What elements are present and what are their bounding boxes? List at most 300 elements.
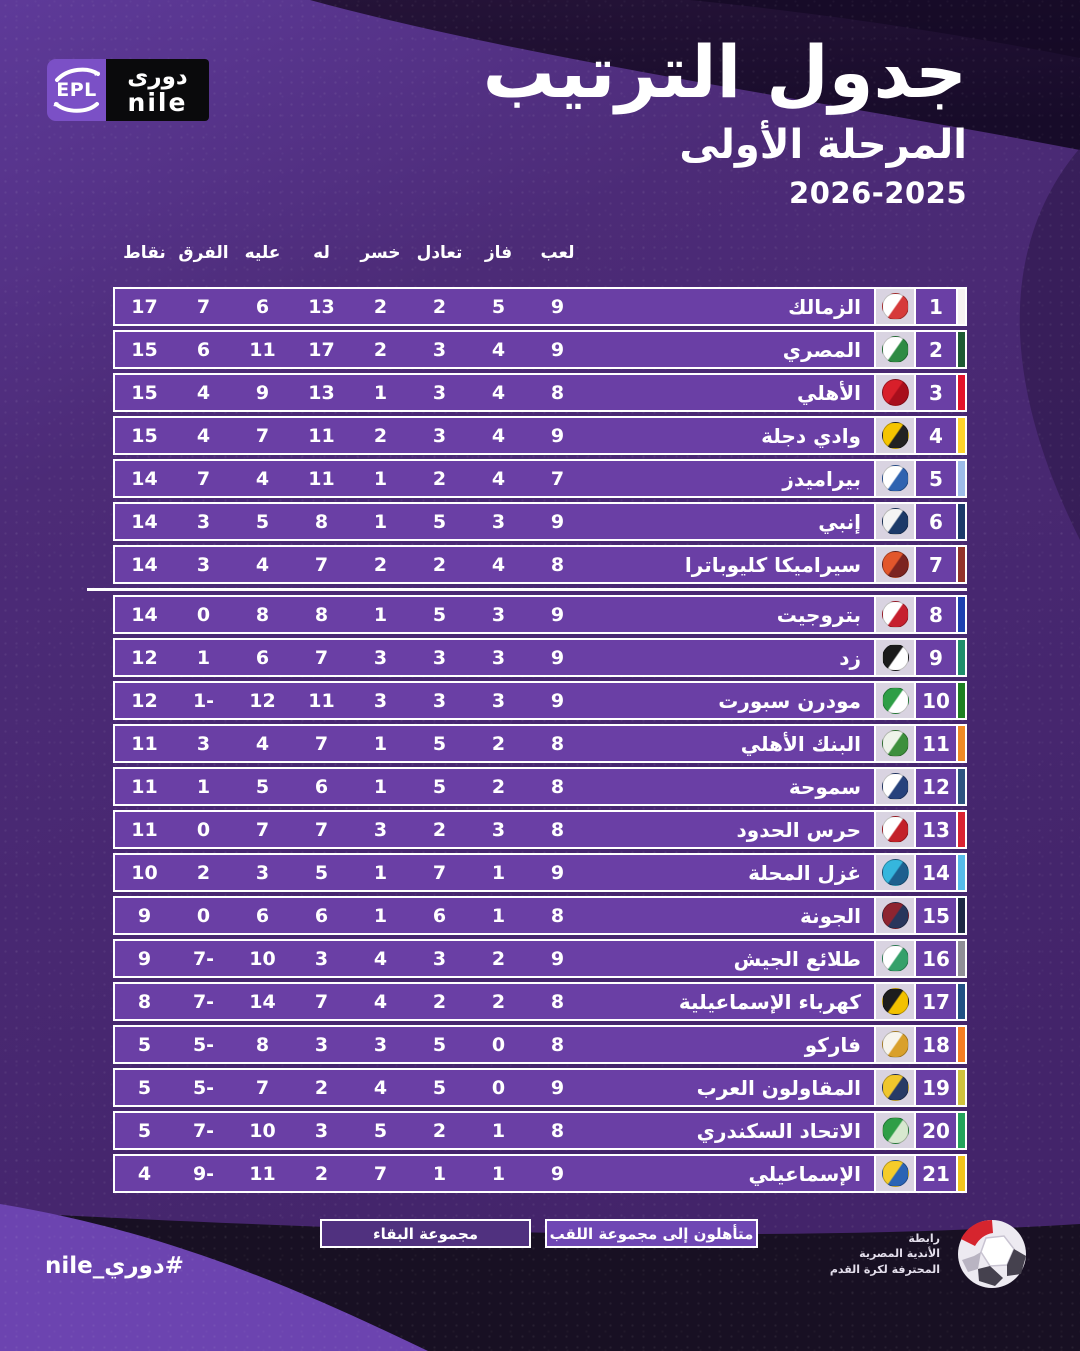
stat-goals-against: 5 xyxy=(255,775,270,798)
stat-lost: 7 xyxy=(373,1162,388,1185)
stat-played: 9 xyxy=(550,510,565,533)
league-name-latin: nile xyxy=(127,87,188,117)
club-logo xyxy=(882,644,909,671)
team-color-stripe xyxy=(956,1113,965,1148)
table-row xyxy=(113,459,967,498)
team-name: المقاولون العرب xyxy=(696,1075,861,1100)
stat-played: 8 xyxy=(550,1119,565,1142)
club-logo-cell xyxy=(874,941,916,976)
table-row xyxy=(113,287,967,326)
stat-goals-for: 3 xyxy=(314,1119,329,1142)
team-name: طلائع الجيش xyxy=(733,946,861,971)
stat-drawn: 3 xyxy=(432,424,447,447)
stat-lost: 1 xyxy=(373,904,388,927)
team-color-stripe xyxy=(956,289,965,324)
stat-goal-diff: 6 xyxy=(196,338,211,361)
stat-points: 9 xyxy=(137,904,152,927)
column-header-spacer xyxy=(587,243,965,263)
stat-lost: 1 xyxy=(373,603,388,626)
rank-cell: 8 xyxy=(929,602,943,627)
rank-cell: 9 xyxy=(929,645,943,670)
stat-drawn: 3 xyxy=(432,338,447,361)
stat-won: 4 xyxy=(491,424,506,447)
team-name: الجونة xyxy=(800,903,861,928)
team-color-stripe xyxy=(956,547,965,582)
team-color-stripe xyxy=(956,1156,965,1191)
team-name: مودرن سبورت xyxy=(718,688,861,713)
stat-goal-diff: 0 xyxy=(196,603,211,626)
stat-lost: 5 xyxy=(373,1119,388,1142)
stat-goals-against: 8 xyxy=(255,603,270,626)
table-row xyxy=(113,1111,967,1150)
club-logo xyxy=(882,293,909,320)
league-brand-logo xyxy=(47,59,209,121)
association-logo xyxy=(830,1212,1032,1296)
stat-goal-diff: 7 xyxy=(196,467,211,490)
stat-points: 17 xyxy=(131,295,158,318)
club-logo xyxy=(882,773,909,800)
stat-won: 1 xyxy=(491,904,506,927)
epl-text: EPL xyxy=(56,79,97,101)
club-logo-cell xyxy=(874,640,916,675)
club-logo xyxy=(882,1117,909,1144)
stat-goals-for: 11 xyxy=(308,424,335,447)
stat-played: 8 xyxy=(550,818,565,841)
stat-points: 15 xyxy=(131,381,158,404)
stat-goals-against: 14 xyxy=(249,990,276,1013)
stat-lost: 3 xyxy=(373,689,388,712)
stat-points: 14 xyxy=(131,553,158,576)
team-color-stripe xyxy=(956,640,965,675)
stat-goal-diff: -5 xyxy=(192,1076,215,1099)
club-logo-cell xyxy=(874,769,916,804)
stat-drawn: 5 xyxy=(432,603,447,626)
stat-won: 3 xyxy=(491,818,506,841)
stat-played: 9 xyxy=(550,603,565,626)
stat-goals-for: 17 xyxy=(308,338,335,361)
stat-goal-diff: 2 xyxy=(196,861,211,884)
table-row xyxy=(113,545,967,584)
stat-drawn: 6 xyxy=(432,904,447,927)
association-line-2: الأندية المصرية xyxy=(859,1247,940,1261)
stat-goals-against: 6 xyxy=(255,904,270,927)
club-logo-cell xyxy=(874,984,916,1019)
team-name: كهرباء الإسماعيلية xyxy=(678,989,861,1014)
team-name: البنك الأهلي xyxy=(740,731,861,756)
stat-goals-against: 10 xyxy=(249,1119,276,1142)
stat-goals-against: 3 xyxy=(255,861,270,884)
team-color-stripe xyxy=(956,332,965,367)
rank-cell: 1 xyxy=(929,294,943,319)
rank-cell: 17 xyxy=(922,989,950,1014)
hashtag-label: #دوري_nile xyxy=(45,1253,184,1279)
stat-lost: 2 xyxy=(373,424,388,447)
stat-goals-against: 5 xyxy=(255,510,270,533)
stat-points: 11 xyxy=(131,732,158,755)
stat-lost: 2 xyxy=(373,553,388,576)
stat-goals-against: 7 xyxy=(255,1076,270,1099)
stat-lost: 3 xyxy=(373,646,388,669)
stat-played: 8 xyxy=(550,990,565,1013)
stat-goal-diff: -7 xyxy=(192,1119,215,1142)
stat-drawn: 2 xyxy=(432,295,447,318)
season-label: 2026-2025 xyxy=(789,175,967,210)
association-line-3: المحترفة لكرة القدم xyxy=(829,1262,940,1276)
stat-won: 4 xyxy=(491,381,506,404)
table-row xyxy=(113,416,967,455)
stat-points: 4 xyxy=(137,1162,152,1185)
stat-drawn: 2 xyxy=(432,990,447,1013)
stat-goal-diff: 3 xyxy=(196,553,211,576)
stat-points: 5 xyxy=(137,1033,152,1056)
team-name: الأهلي xyxy=(796,380,861,405)
legend-title-group: متأهلون إلى مجموعة اللقب xyxy=(545,1219,758,1248)
club-logo xyxy=(882,336,909,363)
stat-won: 4 xyxy=(491,467,506,490)
club-logo xyxy=(882,730,909,757)
stat-goals-for: 3 xyxy=(314,947,329,970)
club-logo-cell xyxy=(874,683,916,718)
team-name: المصري xyxy=(782,337,861,362)
stat-points: 15 xyxy=(131,424,158,447)
stat-drawn: 3 xyxy=(432,689,447,712)
rank-cell: 15 xyxy=(922,903,950,928)
stat-played: 8 xyxy=(550,775,565,798)
stat-goal-diff: 4 xyxy=(196,424,211,447)
rank-cell: 20 xyxy=(922,1118,950,1143)
header-titles xyxy=(240,26,967,210)
club-logo-cell xyxy=(874,375,916,410)
stat-lost: 1 xyxy=(373,861,388,884)
stat-goals-for: 8 xyxy=(314,603,329,626)
stat-played: 9 xyxy=(550,1076,565,1099)
stat-drawn: 3 xyxy=(432,947,447,970)
club-logo xyxy=(882,859,909,886)
table-row xyxy=(113,1025,967,1064)
rank-cell: 4 xyxy=(929,423,943,448)
team-color-stripe xyxy=(956,504,965,539)
stat-played: 9 xyxy=(550,646,565,669)
team-name: حرس الحدود xyxy=(736,817,861,842)
stat-played: 8 xyxy=(550,1033,565,1056)
stat-won: 3 xyxy=(491,646,506,669)
stat-lost: 3 xyxy=(373,818,388,841)
table-row xyxy=(113,853,967,892)
stat-drawn: 2 xyxy=(432,818,447,841)
stat-points: 12 xyxy=(131,689,158,712)
club-logo xyxy=(882,508,909,535)
team-color-stripe xyxy=(956,375,965,410)
rank-cell: 18 xyxy=(922,1032,950,1057)
stat-drawn: 5 xyxy=(432,775,447,798)
stat-goal-diff: 0 xyxy=(196,818,211,841)
club-logo xyxy=(882,687,909,714)
stat-played: 8 xyxy=(550,553,565,576)
stat-won: 1 xyxy=(491,1162,506,1185)
team-color-stripe xyxy=(956,898,965,933)
stat-goals-against: 8 xyxy=(255,1033,270,1056)
stat-drawn: 5 xyxy=(432,732,447,755)
stat-goals-against: 4 xyxy=(255,732,270,755)
club-logo-cell xyxy=(874,1113,916,1148)
column-goal-diff: الفرق xyxy=(178,243,229,263)
stat-goal-diff: 1 xyxy=(196,646,211,669)
stat-goals-against: 10 xyxy=(249,947,276,970)
club-logo xyxy=(882,902,909,929)
team-name: سموحة xyxy=(788,774,861,799)
stat-goal-diff: -7 xyxy=(192,990,215,1013)
stat-goal-diff: 4 xyxy=(196,381,211,404)
club-logo-cell xyxy=(874,547,916,582)
column-played: لعب xyxy=(540,243,575,263)
table-row xyxy=(113,638,967,677)
stat-points: 11 xyxy=(131,775,158,798)
stat-goals-for: 7 xyxy=(314,732,329,755)
rank-cell: 19 xyxy=(922,1075,950,1100)
stat-goals-against: 11 xyxy=(249,1162,276,1185)
table-row xyxy=(113,810,967,849)
rank-cell: 10 xyxy=(922,688,950,713)
stat-points: 15 xyxy=(131,338,158,361)
stat-played: 8 xyxy=(550,904,565,927)
team-color-stripe xyxy=(956,418,965,453)
stat-goals-for: 6 xyxy=(314,775,329,798)
stat-goals-against: 6 xyxy=(255,646,270,669)
team-color-stripe xyxy=(956,769,965,804)
stat-lost: 1 xyxy=(373,381,388,404)
stat-goal-diff: 7 xyxy=(196,295,211,318)
league-name-arabic: دورى xyxy=(127,63,188,90)
column-goals-against: عليه xyxy=(244,243,281,263)
stat-goal-diff: -7 xyxy=(192,947,215,970)
stat-won: 0 xyxy=(491,1033,506,1056)
team-color-stripe xyxy=(956,855,965,890)
club-logo xyxy=(882,465,909,492)
rank-cell: 13 xyxy=(922,817,950,842)
stat-lost: 4 xyxy=(373,947,388,970)
table-row xyxy=(113,595,967,634)
club-logo xyxy=(882,988,909,1015)
stat-goals-against: 7 xyxy=(255,424,270,447)
team-name: زد xyxy=(839,645,861,670)
stat-drawn: 3 xyxy=(432,646,447,669)
team-color-stripe xyxy=(956,1070,965,1105)
stat-won: 5 xyxy=(491,295,506,318)
stat-played: 9 xyxy=(550,1162,565,1185)
rank-cell: 21 xyxy=(922,1161,950,1186)
association-line-1: رابطة xyxy=(908,1231,940,1245)
stat-goal-diff: -5 xyxy=(192,1033,215,1056)
stat-drawn: 7 xyxy=(432,861,447,884)
football-icon xyxy=(948,1212,1032,1296)
team-name: إنبي xyxy=(818,509,861,534)
stat-won: 1 xyxy=(491,1119,506,1142)
stat-goal-diff: 3 xyxy=(196,732,211,755)
stat-played: 8 xyxy=(550,732,565,755)
stat-drawn: 3 xyxy=(432,381,447,404)
rank-cell: 12 xyxy=(922,774,950,799)
rank-cell: 16 xyxy=(922,946,950,971)
stat-points: 12 xyxy=(131,646,158,669)
team-name: الاتحاد السكندري xyxy=(696,1118,861,1143)
column-drawn: تعادل xyxy=(416,243,463,263)
stat-lost: 1 xyxy=(373,467,388,490)
stat-drawn: 5 xyxy=(432,1033,447,1056)
club-logo xyxy=(882,379,909,406)
stat-goal-diff: 0 xyxy=(196,904,211,927)
stat-goals-against: 11 xyxy=(249,338,276,361)
rank-cell: 5 xyxy=(929,466,943,491)
club-logo-cell xyxy=(874,289,916,324)
stat-points: 5 xyxy=(137,1119,152,1142)
club-logo-cell xyxy=(874,597,916,632)
stat-won: 2 xyxy=(491,732,506,755)
club-logo-cell xyxy=(874,855,916,890)
club-logo xyxy=(882,422,909,449)
rank-cell: 2 xyxy=(929,337,943,362)
table-row xyxy=(113,330,967,369)
stat-lost: 1 xyxy=(373,510,388,533)
table-row xyxy=(113,1154,967,1193)
stat-goals-for: 13 xyxy=(308,295,335,318)
team-name: بيراميدز xyxy=(782,466,861,491)
stat-goal-diff: -9 xyxy=(192,1162,215,1185)
stat-won: 2 xyxy=(491,947,506,970)
team-color-stripe xyxy=(956,461,965,496)
association-text xyxy=(830,1231,940,1277)
table-row xyxy=(113,724,967,763)
column-goals-for: له xyxy=(313,243,330,263)
column-won: فاز xyxy=(484,243,513,263)
table-row xyxy=(113,982,967,1021)
stat-played: 9 xyxy=(550,338,565,361)
stat-played: 9 xyxy=(550,947,565,970)
stat-played: 9 xyxy=(550,689,565,712)
column-points: نقاط xyxy=(123,243,166,263)
stat-goals-against: 9 xyxy=(255,381,270,404)
stat-goals-for: 8 xyxy=(314,510,329,533)
stat-goal-diff: 1 xyxy=(196,775,211,798)
club-logo-cell xyxy=(874,418,916,453)
team-color-stripe xyxy=(956,1027,965,1062)
stat-points: 14 xyxy=(131,510,158,533)
stat-goals-for: 13 xyxy=(308,381,335,404)
stat-goals-for: 2 xyxy=(314,1162,329,1185)
epl-badge xyxy=(47,59,106,121)
stat-won: 4 xyxy=(491,553,506,576)
team-name: الزمالك xyxy=(788,294,861,319)
table-row xyxy=(113,896,967,935)
stat-won: 3 xyxy=(491,603,506,626)
stat-lost: 4 xyxy=(373,1076,388,1099)
stat-goals-against: 12 xyxy=(249,689,276,712)
club-logo xyxy=(882,1074,909,1101)
stat-points: 9 xyxy=(137,947,152,970)
table-row xyxy=(113,502,967,541)
stat-points: 5 xyxy=(137,1076,152,1099)
team-name: بتروجيت xyxy=(776,602,861,627)
stat-points: 10 xyxy=(131,861,158,884)
standings-table-body xyxy=(113,287,967,1193)
stat-lost: 4 xyxy=(373,990,388,1013)
club-logo xyxy=(882,601,909,628)
stat-goals-for: 5 xyxy=(314,861,329,884)
club-logo xyxy=(882,945,909,972)
club-logo-cell xyxy=(874,726,916,761)
club-logo-cell xyxy=(874,1027,916,1062)
club-logo xyxy=(882,1031,909,1058)
stat-drawn: 2 xyxy=(432,1119,447,1142)
rank-cell: 11 xyxy=(922,731,950,756)
stat-goals-for: 3 xyxy=(314,1033,329,1056)
stat-goals-for: 2 xyxy=(314,1076,329,1099)
stat-goals-for: 7 xyxy=(314,646,329,669)
stat-played: 7 xyxy=(550,467,565,490)
stat-goals-for: 11 xyxy=(308,689,335,712)
legend-stay-group: مجموعة البقاء xyxy=(320,1219,531,1248)
club-logo xyxy=(882,1160,909,1187)
club-logo-cell xyxy=(874,504,916,539)
stat-points: 8 xyxy=(137,990,152,1013)
column-lost: خسر xyxy=(360,243,401,263)
club-logo-cell xyxy=(874,461,916,496)
stat-won: 4 xyxy=(491,338,506,361)
club-logo-cell xyxy=(874,812,916,847)
club-logo xyxy=(882,551,909,578)
stat-drawn: 5 xyxy=(432,510,447,533)
stat-played: 9 xyxy=(550,424,565,447)
stat-goals-for: 6 xyxy=(314,904,329,927)
stat-points: 11 xyxy=(131,818,158,841)
rank-cell: 6 xyxy=(929,509,943,534)
table-row xyxy=(113,767,967,806)
stat-won: 3 xyxy=(491,689,506,712)
club-logo-cell xyxy=(874,1156,916,1191)
stat-goals-against: 4 xyxy=(255,467,270,490)
team-name: وادي دجلة xyxy=(761,423,861,448)
stat-won: 2 xyxy=(491,775,506,798)
page-subtitle: المرحلة الأولى xyxy=(679,121,967,168)
stat-goals-against: 6 xyxy=(255,295,270,318)
team-name: الإسماعيلي xyxy=(748,1161,861,1186)
club-logo-cell xyxy=(874,332,916,367)
stat-drawn: 5 xyxy=(432,1076,447,1099)
stat-goals-for: 7 xyxy=(314,818,329,841)
stat-goals-against: 4 xyxy=(255,553,270,576)
team-name: فاركو xyxy=(804,1032,861,1057)
club-logo-cell xyxy=(874,1070,916,1105)
stat-lost: 3 xyxy=(373,1033,388,1056)
stat-points: 14 xyxy=(131,603,158,626)
stat-won: 2 xyxy=(491,990,506,1013)
stat-goal-diff: 3 xyxy=(196,510,211,533)
club-logo xyxy=(882,816,909,843)
table-row xyxy=(113,939,967,978)
stat-goals-against: 7 xyxy=(255,818,270,841)
team-color-stripe xyxy=(956,726,965,761)
team-color-stripe xyxy=(956,812,965,847)
team-color-stripe xyxy=(956,984,965,1019)
stat-lost: 2 xyxy=(373,295,388,318)
stat-goals-for: 7 xyxy=(314,553,329,576)
table-row xyxy=(113,1068,967,1107)
rank-cell: 3 xyxy=(929,380,943,405)
stat-points: 14 xyxy=(131,467,158,490)
stat-lost: 2 xyxy=(373,338,388,361)
stat-won: 0 xyxy=(491,1076,506,1099)
stat-lost: 1 xyxy=(373,732,388,755)
stat-drawn: 2 xyxy=(432,467,447,490)
